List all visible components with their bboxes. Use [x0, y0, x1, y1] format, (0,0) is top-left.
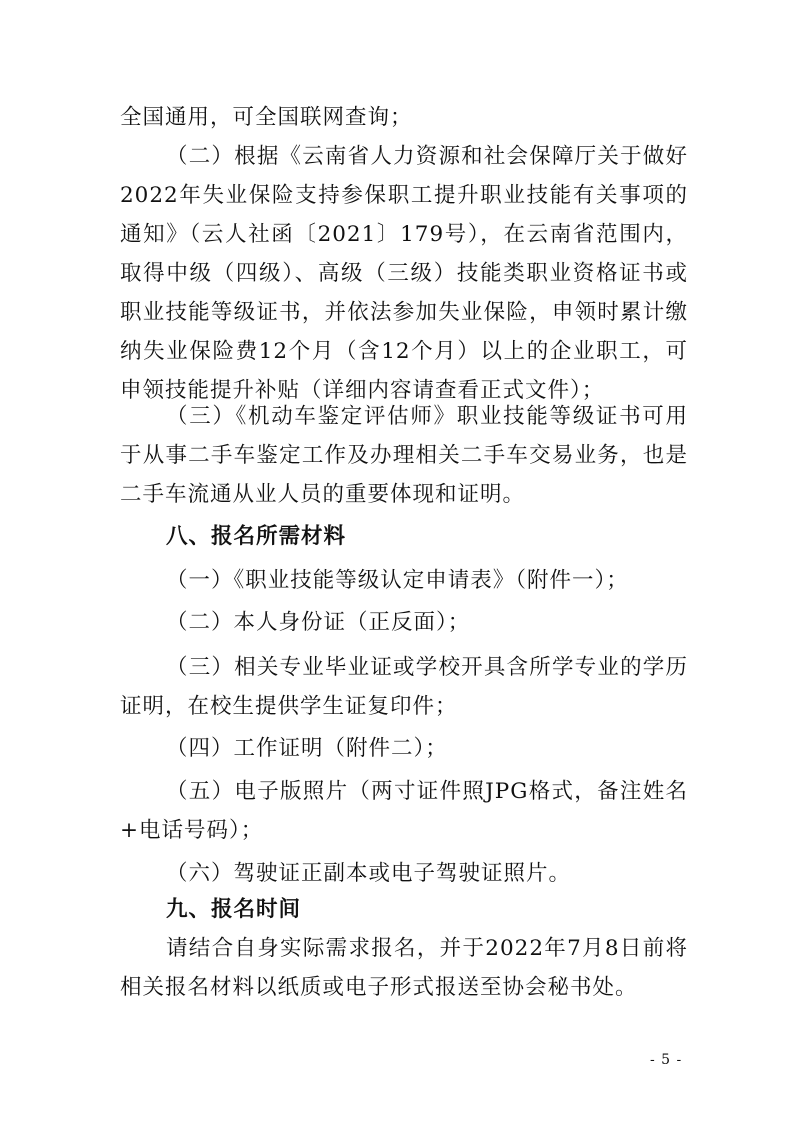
section-heading-materials: 八、报名所需材料 — [166, 524, 347, 549]
list-item-photo: （五）电子版照片（两寸证件照JPG格式，备注姓名+电话号码）； — [120, 779, 688, 843]
section-heading-registration-time: 九、报名时间 — [166, 897, 302, 922]
paragraph-continuation: 全国通用，可全国联网查询； — [120, 105, 413, 130]
paragraph-registration-time: 请结合自身实际需求报名，并于2022年7月8日前将相关报名材料以纸质或电子形式报送至协会秘书处。 — [120, 936, 688, 1000]
list-item-work-proof: （四）工作证明（附件二）； — [166, 736, 448, 761]
page-number: - 5 - — [650, 1052, 683, 1068]
paragraph-subsidy: （二）根据《云南省人力资源和社会保障厅关于做好2022年失业保险支持参保职工提升职业技能有关事项的通知》（云人社函〔2021〕179号），在云南省范围内，取得中级（四级）、高级（三级）技能类职业资格证书或职业技能等级证书，并依法参加失业保险，申领时累计缴纳失业保险费12个月（含12个月）以上的企业职工，可申领技能提升补贴（详细内容请查看正式文件）； — [120, 144, 688, 403]
list-item-diploma: （三）相关专业毕业证或学校开具含所学专业的学历证明，在校生提供学生证复印件； — [120, 655, 688, 719]
list-item-application-form: （一）《职业技能等级认定申请表》（附件一）； — [166, 568, 629, 593]
paragraph-certificate-use: （三）《机动车鉴定评估师》职业技能等级证书可用于从事二手车鉴定工作及办理相关二手车交易业务，也是二手车流通从业人员的重要体现和证明。 — [120, 404, 688, 507]
list-item-driver-license: （六）驾驶证正副本或电子驾驶证照片。 — [166, 861, 572, 886]
list-item-id-card: （二）本人身份证（正反面）； — [166, 610, 471, 635]
